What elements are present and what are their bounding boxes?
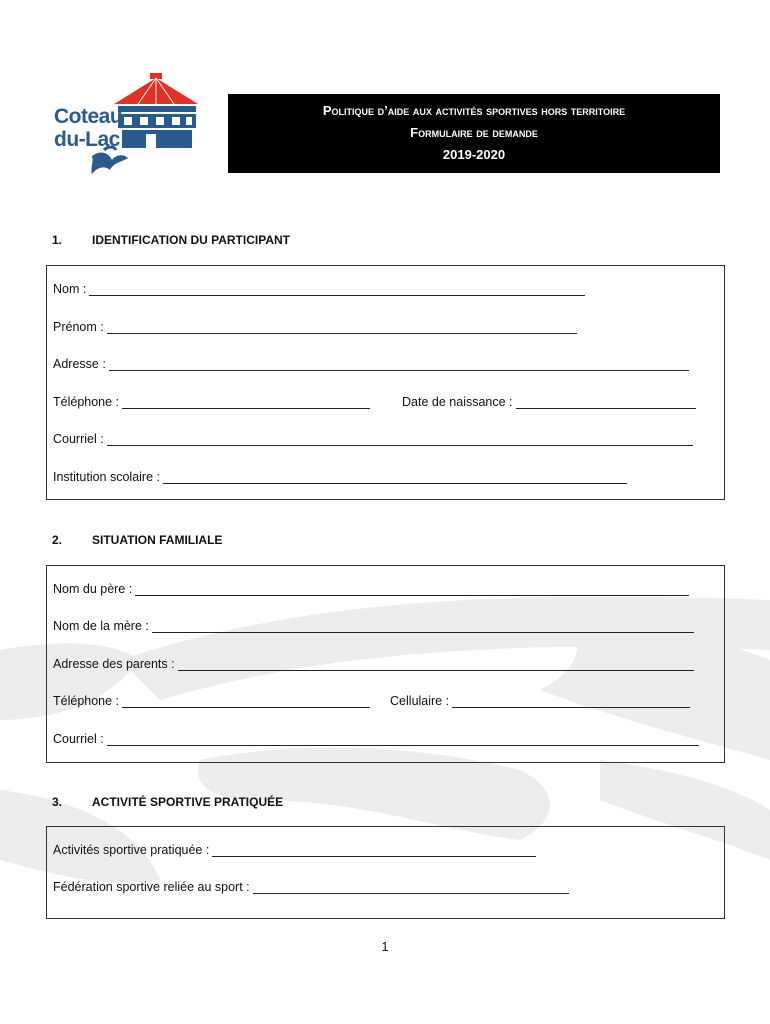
form-title-banner [228, 94, 720, 173]
activite-label: Activités sportive pratiquée : [53, 843, 210, 857]
courriel-parents-label: Courriel : [53, 732, 104, 746]
courriel-field[interactable] [107, 433, 693, 446]
adresse-field[interactable] [109, 358, 689, 371]
federation-row [53, 876, 714, 894]
section2-title: SITUATION FAMILIALE [92, 533, 223, 547]
federation-field[interactable] [253, 881, 569, 894]
nom-row [53, 278, 714, 296]
telephone-field[interactable] [122, 396, 370, 409]
section3-number: 3. [52, 795, 63, 809]
activity-box [46, 826, 725, 919]
section3-heading [52, 795, 283, 809]
courriel-parents-field[interactable] [107, 733, 699, 746]
telephone-parents-field[interactable] [122, 695, 370, 708]
adresse-parents-label: Adresse des parents : [53, 657, 175, 671]
form-subtitle: Formulaire de demande [410, 125, 538, 140]
telephone-row [53, 391, 714, 409]
participant-box [46, 265, 725, 500]
coteau-du-lac-logo [48, 70, 200, 188]
nom-pere-row [53, 578, 714, 596]
logo-text-line1: Coteau [54, 105, 123, 128]
institution-label: Institution scolaire : [53, 470, 160, 484]
nom-mere-label: Nom de la mère : [53, 619, 149, 633]
adresse-label: Adresse : [53, 357, 106, 371]
form-title: Politique d’aide aux activités sportives hors territoire [322, 103, 626, 118]
cellulaire-label: Cellulaire : [390, 694, 450, 708]
courriel-parents-row [53, 728, 714, 746]
federation-label: Fédération sportive reliée au sport : [53, 880, 250, 894]
adresse-parents-field[interactable] [178, 658, 694, 671]
section1-number: 1. [52, 233, 63, 247]
family-box [46, 565, 725, 763]
section2-number: 2. [52, 533, 63, 547]
adresse-row [53, 353, 714, 371]
nom-mere-field[interactable] [152, 620, 694, 633]
institution-row [53, 466, 714, 484]
telephone-parents-label: Téléphone : [53, 694, 120, 708]
date-naissance-field[interactable] [516, 396, 696, 409]
section1-heading [52, 233, 290, 247]
nom-pere-field[interactable] [135, 583, 689, 596]
form-year: 2019-2020 [442, 147, 506, 162]
activite-field[interactable] [212, 844, 536, 857]
cellulaire-field[interactable] [452, 695, 690, 708]
prenom-field[interactable] [107, 321, 577, 334]
prenom-row [53, 316, 714, 334]
nom-label: Nom : [53, 282, 87, 296]
institution-field[interactable] [163, 471, 627, 484]
telephone-parents-row [53, 690, 714, 708]
section2-heading [52, 533, 222, 547]
activite-row [53, 839, 714, 857]
telephone-label: Téléphone : [53, 395, 120, 409]
nom-mere-row [53, 615, 714, 633]
date-naissance-label: Date de naissance : [402, 395, 513, 409]
prenom-label: Prénom : [53, 320, 104, 334]
nom-field[interactable] [89, 283, 585, 296]
logo-text-line2: du-Lac [54, 128, 120, 151]
courriel-row [53, 428, 714, 446]
nom-pere-label: Nom du père : [53, 582, 133, 596]
courriel-label: Courriel : [53, 432, 104, 446]
section1-title: IDENTIFICATION DU PARTICIPANT [92, 233, 290, 247]
page-number: 1 [381, 939, 389, 954]
adresse-parents-row [53, 653, 714, 671]
section3-title: ACTIVITÉ SPORTIVE PRATIQUÉE [92, 795, 284, 809]
